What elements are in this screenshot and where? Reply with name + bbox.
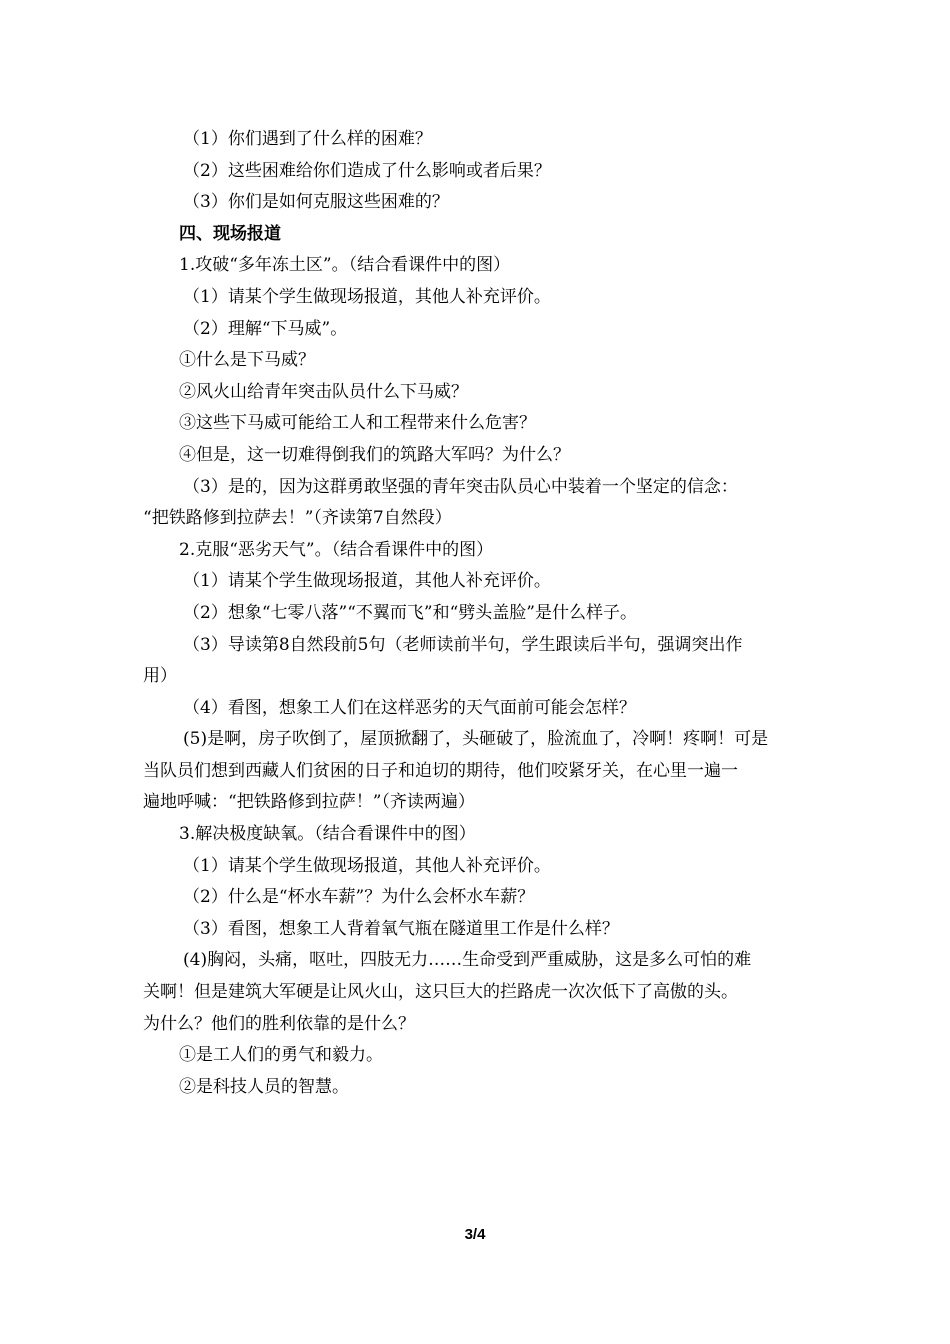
paragraph-line: （3）看图，想象工人背着氧气瓶在隧道里工作是什么样？ (183, 918, 619, 939)
paragraph-line: （1）请某个学生做现场报道，其他人补充评价。 (183, 855, 551, 876)
list-item: ③这些下马威可能给工人和工程带来什么危害？ (179, 413, 536, 434)
paragraph-line: （3）导读第8自然段前5句（老师读前半句，学生跟读后半句，强调突出作 (183, 634, 743, 655)
paragraph-line: 关啊！但是建筑大军硬是让风火山，这只巨大的拦路虎一次次低下了高傲的头。 (143, 982, 738, 1003)
paragraph-line: “把铁路修到拉萨去！”（齐读第7自然段） (143, 508, 452, 529)
list-item: ②风火山给青年突击队员什么下马威？ (179, 381, 468, 402)
subsection-title: 3.解决极度缺氧。（结合看课件中的图） (179, 824, 476, 845)
document-body (143, 124, 808, 1103)
paragraph-line: （1）请某个学生做现场报道，其他人补充评价。 (183, 286, 551, 307)
paragraph-line: 遍地呼喊：“把铁路修到拉萨！”（齐读两遍） (143, 792, 475, 813)
paragraph-line: （1）请某个学生做现场报道，其他人补充评价。 (183, 571, 551, 592)
paragraph-line: (5)是啊，房子吹倒了，屋顶掀翻了，头砸破了，脸流血了，冷啊！疼啊！可是 (183, 729, 769, 750)
list-item: ④但是，这一切难得倒我们的筑路大军吗？为什么？ (179, 444, 570, 465)
question-line: （2）这些困难给你们造成了什么影响或者后果？ (183, 160, 551, 181)
subsection-title: 1.攻破“多年冻土区”。（结合看课件中的图） (179, 255, 511, 276)
list-item: ②是科技人员的智慧。 (179, 1076, 349, 1097)
paragraph-line: 当队员们想到西藏人们贫困的日子和迫切的期待，他们咬紧牙关，在心里一遍一 (143, 760, 738, 781)
list-item: ①什么是下马威？ (179, 350, 315, 371)
section-heading: 四、现场报道 (179, 223, 281, 244)
paragraph-line: （3）是的，因为这群勇敢坚强的青年突击队员心中装着一个坚定的信念： (183, 476, 738, 497)
paragraph-line: （4）看图，想象工人们在这样恶劣的天气面前可能会怎样？ (183, 697, 636, 718)
paragraph-line: （2）想象“七零八落”“不翼而飞”和“劈头盖脸”是什么样子。 (183, 602, 637, 623)
page-number: 3/4 (464, 1226, 486, 1243)
question-line: （1）你们遇到了什么样的困难？ (183, 129, 432, 149)
paragraph-line: （2）什么是“杯水车薪”？为什么会杯水车薪？ (183, 887, 535, 908)
paragraph-line: (4)胸闷，头痛，呕吐，四肢无力……生命受到严重威胁，这是多么可怕的难 (183, 950, 752, 971)
paragraph-line: （2）理解“下马威”。 (183, 318, 348, 339)
list-item: ①是工人们的勇气和毅力。 (179, 1045, 383, 1066)
question-line: （3）你们是如何克服这些困难的？ (183, 192, 449, 213)
paragraph-line: 为什么？他们的胜利依靠的是什么？ (143, 1013, 415, 1034)
subsection-title: 2.克服“恶劣天气”。（结合看课件中的图） (179, 539, 494, 560)
paragraph-line: 用） (143, 666, 177, 687)
